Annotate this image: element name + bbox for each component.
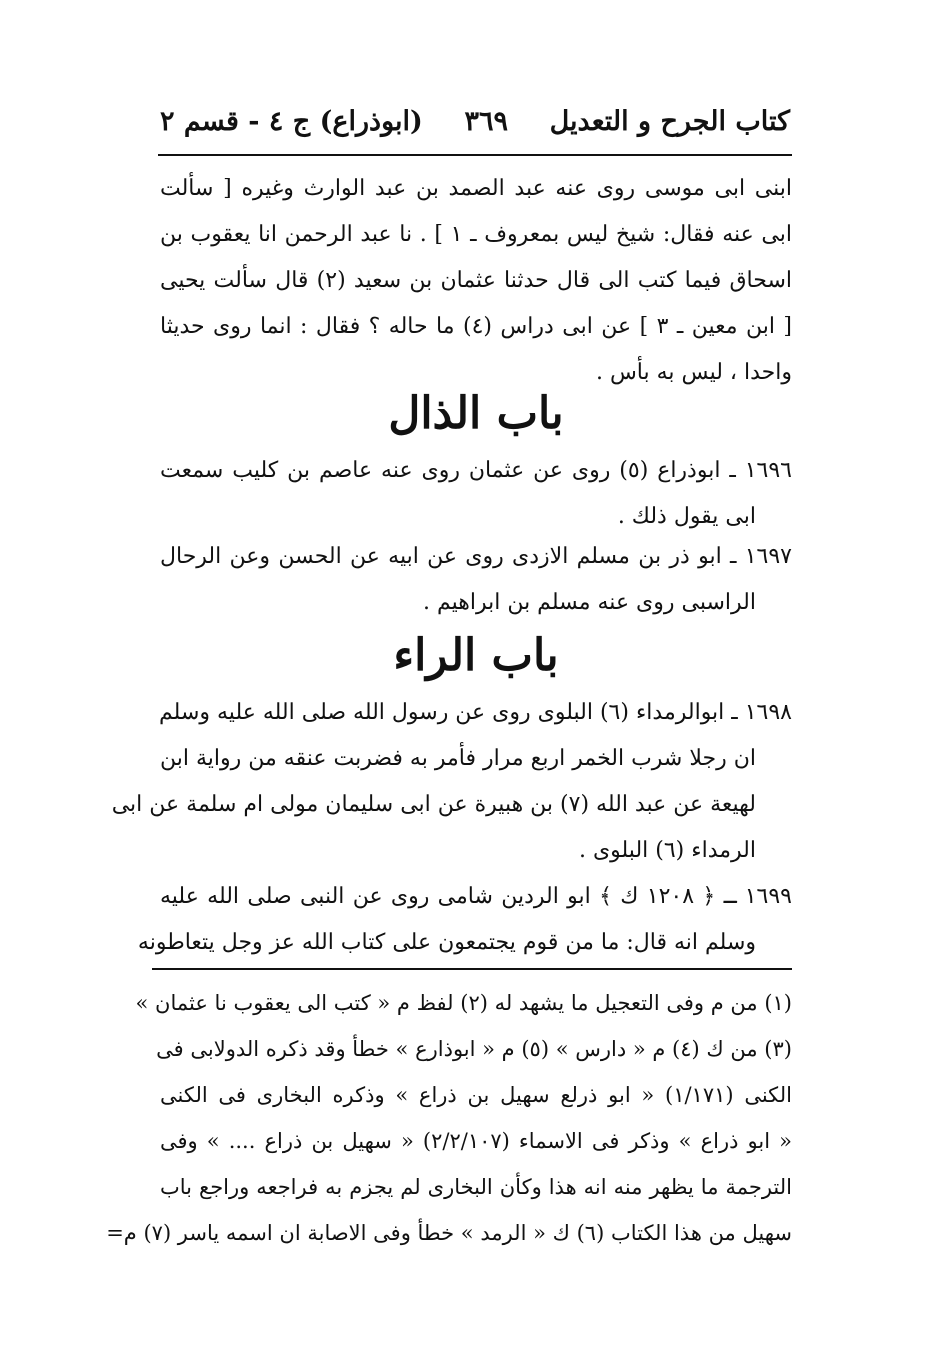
- footnote-line: سهيل من هذا الكتاب (٦) ك « الرمد » خطأ وفى الاصابة ان اسمه ياسر (٧) م=: [106, 1221, 792, 1245]
- text-line: ١٦٩٩ ـ ﴿ ١٢٠٨ ك ﴾ ابو الردين شامى روى عن النبى صلى الله عليه: [160, 884, 792, 909]
- text-line: ١٦٩٨ ـ ابوالرمداء (٦) البلوى روى عن رسول الله صلى الله عليه وسلم: [159, 700, 792, 725]
- text-line: اسحاق فيما كتب الى قال حدثنا عثمان بن سعيد (٢) قال سألت يحيى: [160, 268, 793, 293]
- header-rule: [158, 154, 792, 156]
- footnotes: [106, 980, 792, 1256]
- entry-1698: [111, 690, 792, 874]
- entry-1697: [160, 534, 792, 626]
- footnote-line: (١) من م وفى التعجيل ما يشهد له (٢) لفظ م « كتب الى يعقوب نا عثمان »: [135, 991, 792, 1015]
- footnote-line: الكنى (١/١٧١) « ابو ذرلع سهيل بن ذراع » وذكره البخارى فى الكنى: [160, 1083, 792, 1107]
- text-line: ابى يقول ذلك .: [617, 504, 756, 529]
- text-line: ابنى ابى موسى روى عنه عبد الصمد بن عبد الوارث وغيره [ سألت: [160, 176, 792, 201]
- footnote-line: الترجمة ما يظهر منه انه هذا وكأن البخارى لم يجزم به فراجعه وراجع باب: [160, 1175, 792, 1199]
- text-line: وسلم انه قال: ما من قوم يجتمعون على كتاب الله عز وجل يتعاطونه: [137, 930, 756, 955]
- text-line: ان رجلا شرب الخمر اربع مرار فأمر به فضربت عنقه من رواية ابن: [160, 746, 756, 771]
- footnote-line: « ابو ذراع » وذكر فى الاسماء (٢/٢/١٠٧) « سهيل بن ذراع .... » وفى: [160, 1129, 792, 1153]
- text-line: [ ابن معين ـ ٣ ] عن ابى دراس (٤) ما حاله ؟ فقال : انما روى حديثا: [160, 314, 792, 339]
- text-line: الرمداء (٦) البلوى .: [578, 838, 756, 863]
- book-title: كتاب الجرح و التعديل: [549, 105, 790, 137]
- footnote-rule: [152, 968, 792, 970]
- text-line: ابى عنه فقال: شيخ ليس بمعروف ـ ١ ] . نا عبد الرحمن انا يعقوب بن: [160, 222, 792, 247]
- text-line: لهيعة عن عبد الله (٧) بن هبيرة عن ابى سليمان مولى ام سلمة عن ابى: [111, 792, 756, 817]
- section-title-dhal: باب الذال: [388, 388, 564, 439]
- text-line: الراسبى روى عنه مسلم بن ابراهيم .: [422, 590, 756, 615]
- section-reference: (ابوذراع) ج ٤ - قسم ٢: [160, 105, 423, 137]
- text-line: واحدا ، ليس به بأس .: [595, 360, 792, 385]
- section-title-ra: باب الراء: [393, 630, 559, 681]
- entry-1699: [137, 874, 792, 966]
- footnote-line: (٣) من ك (٤) م « دارس » (٥) م « ابوذارع » خطأ وقد ذكره الدولابى فى: [156, 1037, 792, 1061]
- text-line: ١٦٩٧ ـ ابو ذر بن مسلم الازدى روى عن ابيه عن الحسن وعن الرحال: [160, 544, 792, 569]
- text-line: ١٦٩٦ ـ ابوذراع (٥) روى عن عثمان روى عنه عاصم بن كليب سمعت: [160, 458, 792, 483]
- entry-1696: [160, 448, 792, 540]
- intro-paragraph: [160, 166, 792, 396]
- running-header: [160, 98, 790, 144]
- page-number: ٣٦٩: [464, 105, 508, 137]
